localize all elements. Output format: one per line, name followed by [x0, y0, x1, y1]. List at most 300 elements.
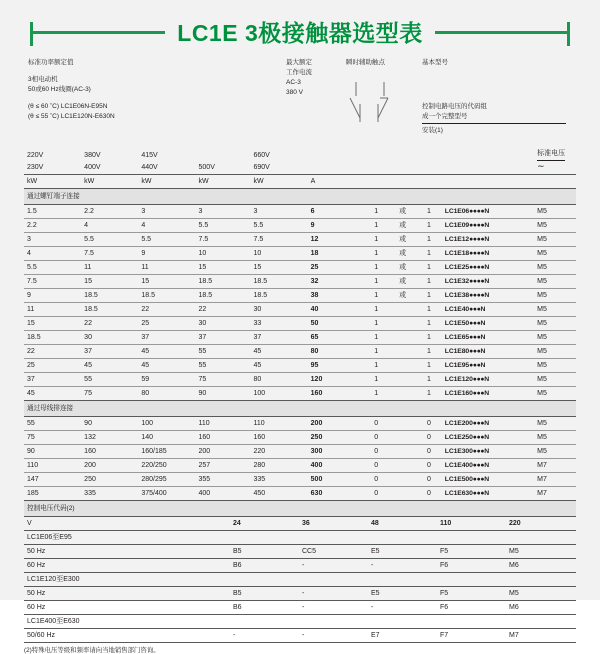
kw-415-value: 3 [138, 205, 195, 219]
kw-415-value: 22 [138, 303, 195, 317]
voltage-code-value: M5 [506, 587, 576, 601]
control-voltage-group-name: LC1E400至E630 [24, 615, 576, 629]
volt-blank-5 [413, 148, 442, 161]
kw-415-value: 11 [138, 261, 195, 275]
aux-nc-count: 1 [413, 205, 442, 219]
legend-aux-contact [346, 58, 385, 68]
model-base: LC1E630 [444, 490, 473, 497]
kw-415-value: 45 [138, 345, 195, 359]
std-voltage-value: M7 [534, 459, 576, 473]
control-voltage-row [24, 601, 576, 615]
aux-or-label [389, 317, 413, 331]
model-code-placeholder: ●●●● [469, 278, 485, 285]
model-code-placeholder: ●●●● [469, 250, 485, 257]
table-row [24, 205, 576, 219]
aux-or-label [389, 459, 413, 473]
legend-max-current-l2: 工作电流 [286, 69, 312, 77]
legend-temp-line1: (θ ≤ 60 ˚C) LC1E06N-E95N [28, 103, 108, 111]
aux-or-label [389, 359, 413, 373]
model-suffix: N [484, 476, 490, 483]
volt-400: 400V [81, 161, 138, 175]
volt2-blank-2 [360, 161, 389, 175]
control-voltage-column-header [24, 517, 576, 531]
legend-max-current-l1: 最大额定 [286, 59, 312, 66]
amp-value: 6 [308, 205, 361, 219]
legend-motor-line1: 3相电动机 [28, 76, 58, 84]
model-code-placeholder: ●●● [472, 448, 485, 455]
frequency-label: 60 Hz [24, 559, 230, 573]
std-voltage-value: M5 [534, 261, 576, 275]
voltage-code-value: M6 [506, 601, 576, 615]
volt-blank-6 [442, 148, 534, 161]
aux-or-label: 或 [389, 289, 413, 303]
nc-contact-blade [378, 98, 388, 118]
aux-no-count: 1 [360, 233, 389, 247]
amp-value: 630 [308, 487, 361, 501]
model-number [442, 233, 534, 247]
model-code-placeholder: ●●● [472, 420, 485, 427]
footnote: (2)特殊电压等级和频率请向当地销售部门咨询。 [24, 647, 160, 654]
model-number [442, 459, 534, 473]
aux-nc-count: 1 [413, 233, 442, 247]
volt-380: 380V [84, 152, 101, 159]
model-suffix: N [480, 362, 486, 369]
unit-kw-1: kW [24, 175, 81, 189]
aux-or-label: 或 [389, 261, 413, 275]
frequency-label: 50 Hz [24, 587, 230, 601]
amp-value: 32 [308, 275, 361, 289]
model-suffix: N [484, 490, 490, 497]
legend-block [24, 58, 576, 146]
busbar-rows-body [24, 417, 576, 501]
unit-blank-2 [389, 175, 413, 189]
voltage-header-row-2 [24, 161, 576, 175]
kw-660-value: 450 [250, 487, 307, 501]
unit-kw-3: kW [138, 175, 195, 189]
title-frame-right-corner [567, 22, 570, 46]
table-row [24, 473, 576, 487]
legend-code-note [422, 102, 572, 135]
amp-value: 160 [308, 387, 361, 401]
legend-power-rating [28, 58, 115, 122]
model-base: LC1E25 [444, 264, 470, 271]
model-base: LC1E80 [444, 348, 470, 355]
voltage-code-value: - [299, 601, 368, 615]
model-base: LC1E50 [444, 320, 470, 327]
std-voltage-value: M5 [534, 317, 576, 331]
amp-value: 200 [308, 417, 361, 431]
model-code-placeholder: ●●●● [469, 264, 485, 271]
aux-no-count: 1 [360, 345, 389, 359]
aux-no-count: 1 [360, 387, 389, 401]
model-suffix: N [480, 320, 486, 327]
legend-temp-line2: (θ ≤ 55 ˚C) LC1E120N-E630N [28, 113, 115, 121]
aux-no-count: 1 [360, 261, 389, 275]
kw-660-value: 18.5 [250, 289, 307, 303]
std-voltage-value: M5 [534, 417, 576, 431]
model-suffix: N [484, 264, 490, 271]
unit-blank-3 [413, 175, 442, 189]
kw-660-value: 33 [250, 317, 307, 331]
table-row [24, 275, 576, 289]
section-header-screw [24, 189, 576, 205]
kw-380-value: 37 [81, 345, 138, 359]
unit-kw-2: kW [81, 175, 138, 189]
aux-nc-count: 1 [413, 331, 442, 345]
std-voltage-value: M5 [534, 205, 576, 219]
control-voltage-group-header [24, 531, 576, 545]
kw-220-value: 147 [24, 473, 81, 487]
aux-or-label: 或 [389, 205, 413, 219]
aux-or-label [389, 473, 413, 487]
amp-value: 38 [308, 289, 361, 303]
model-suffix: N [484, 250, 490, 257]
ac-tilde-icon: ∼ [537, 161, 545, 171]
model-code-placeholder: ●●● [469, 306, 481, 313]
model-code-placeholder: ●●● [469, 320, 481, 327]
aux-nc-count: 0 [413, 459, 442, 473]
kw-220-value: 7.5 [24, 275, 81, 289]
voltage-code-value: M7 [506, 629, 576, 643]
control-voltage-section-header [24, 501, 576, 517]
kw-220-value: 5.5 [24, 261, 81, 275]
voltage-code-value: - [368, 601, 437, 615]
kw-380-value: 75 [81, 387, 138, 401]
kw-380-value: 5.5 [81, 233, 138, 247]
kw-220-value: 9 [24, 289, 81, 303]
table-row [24, 331, 576, 345]
table-row [24, 487, 576, 501]
table-row [24, 233, 576, 247]
std-voltage-value: M5 [534, 247, 576, 261]
model-number [442, 261, 534, 275]
kw-660-value: 15 [250, 261, 307, 275]
units-row [24, 175, 576, 189]
aux-or-label: 或 [389, 233, 413, 247]
aux-nc-count: 0 [413, 445, 442, 459]
aux-no-count: 1 [360, 359, 389, 373]
model-base: LC1E40 [444, 306, 470, 313]
aux-or-label [389, 445, 413, 459]
kw-415-value: 4 [138, 219, 195, 233]
aux-nc-count: 1 [413, 303, 442, 317]
volt-230: 230V [24, 161, 81, 175]
control-voltage-head [24, 501, 576, 531]
frequency-label: 60 Hz [24, 601, 230, 615]
kw-500-value: 18.5 [196, 275, 251, 289]
contact-symbols-svg [346, 82, 402, 126]
aux-nc-count: 1 [413, 219, 442, 233]
std-voltage-value: M5 [534, 303, 576, 317]
model-number [442, 431, 534, 445]
kw-380-value: 30 [81, 331, 138, 345]
kw-380-value: 22 [81, 317, 138, 331]
aux-no-count: 0 [360, 487, 389, 501]
kw-415-value: 5.5 [138, 233, 195, 247]
kw-220-value: 45 [24, 387, 81, 401]
aux-no-count: 1 [360, 205, 389, 219]
volt2-blank-1 [308, 161, 361, 175]
model-number [442, 387, 534, 401]
legend-max-current-l3: AC-3 [286, 79, 301, 87]
kw-660-value: 280 [250, 459, 307, 473]
kw-220-value: 185 [24, 487, 81, 501]
kw-380-value: 15 [81, 275, 138, 289]
unit-kw-4: kW [196, 175, 251, 189]
aux-no-count: 1 [360, 275, 389, 289]
aux-nc-count: 1 [413, 275, 442, 289]
model-code-placeholder: ●●● [472, 434, 485, 441]
volt2-blank-5 [442, 161, 534, 175]
kw-380-value: 7.5 [81, 247, 138, 261]
std-voltage-value: M5 [534, 345, 576, 359]
kw-660-value: 100 [250, 387, 307, 401]
legend-aux-contact-title: 瞬时辅助触点 [346, 59, 385, 66]
kw-415-value: 59 [138, 373, 195, 387]
legend-code-note-l1: 控制电路电压的代码组 [422, 103, 487, 110]
kw-500-value: 110 [196, 417, 251, 431]
model-number [442, 359, 534, 373]
kw-220-value: 11 [24, 303, 81, 317]
legend-spacer [28, 95, 115, 102]
kw-500-value: 18.5 [196, 289, 251, 303]
model-suffix: N [480, 306, 486, 313]
model-base: LC1E12 [444, 236, 470, 243]
aux-nc-count: 0 [413, 487, 442, 501]
std-voltage-value: M7 [534, 473, 576, 487]
voltage-code-value: - [299, 587, 368, 601]
ratings-table-body [24, 148, 576, 205]
legend-power-rating-title: 标准功率额定值 [28, 59, 74, 66]
control-voltage-group-header [24, 615, 576, 629]
kw-220-value: 2.2 [24, 219, 81, 233]
amp-value: 400 [308, 459, 361, 473]
amp-value: 95 [308, 359, 361, 373]
model-suffix: N [484, 222, 490, 229]
model-suffix: N [484, 236, 490, 243]
voltage-header-row-1 [24, 148, 576, 161]
legend-base-model-title: 基本型号 [422, 59, 448, 66]
model-number [442, 445, 534, 459]
kw-500-value: 400 [196, 487, 251, 501]
model-suffix: N [484, 292, 490, 299]
kw-380-value: 45 [81, 359, 138, 373]
amp-value: 18 [308, 247, 361, 261]
kw-500-value: 355 [196, 473, 251, 487]
std-voltage-value: M5 [534, 431, 576, 445]
aux-no-count: 1 [360, 247, 389, 261]
kw-660-value: 30 [250, 303, 307, 317]
control-voltage-group-name: LC1E06至E95 [24, 531, 576, 545]
kw-500-value: 75 [196, 373, 251, 387]
busbar-section-head [24, 401, 576, 417]
voltage-code-value: E7 [368, 629, 437, 643]
voltage-code-value: - [368, 559, 437, 573]
kw-220-value: 37 [24, 373, 81, 387]
kw-380-value: 55 [81, 373, 138, 387]
model-number [442, 219, 534, 233]
aux-or-label: 或 [389, 247, 413, 261]
model-suffix: N [484, 208, 490, 215]
kw-660-value: 45 [250, 359, 307, 373]
amp-value: 250 [308, 431, 361, 445]
amp-value: 120 [308, 373, 361, 387]
voltage-code-value: F6 [437, 601, 506, 615]
screw-rows-body [24, 205, 576, 401]
kw-660-value: 160 [250, 431, 307, 445]
table-row [24, 289, 576, 303]
aux-nc-count: 1 [413, 373, 442, 387]
unit-kw-5: kW [250, 175, 307, 189]
volt-660: 660V [253, 152, 270, 159]
aux-no-count: 0 [360, 459, 389, 473]
aux-or-label [389, 417, 413, 431]
legend-code-note-l2: 成一个完整型号 [422, 112, 566, 124]
table-row [24, 373, 576, 387]
model-suffix: N [484, 376, 490, 383]
kw-660-value: 18.5 [250, 275, 307, 289]
kw-380-value: 90 [81, 417, 138, 431]
table-row [24, 387, 576, 401]
aux-nc-count: 1 [413, 261, 442, 275]
control-voltage-table [24, 501, 576, 643]
kw-380-value: 18.5 [81, 303, 138, 317]
control-voltage-row [24, 587, 576, 601]
aux-nc-count: 0 [413, 417, 442, 431]
model-code-placeholder: ●●●● [469, 222, 485, 229]
kw-660-value: 220 [250, 445, 307, 459]
model-number [442, 331, 534, 345]
kw-500-value: 7.5 [196, 233, 251, 247]
kw-500-value: 15 [196, 261, 251, 275]
model-suffix: N [484, 420, 490, 427]
table-row [24, 219, 576, 233]
model-code-placeholder: ●●● [472, 376, 485, 383]
voltage-code-value: B6 [230, 559, 299, 573]
volt-blank-2 [308, 148, 361, 161]
kw-660-value: 335 [250, 473, 307, 487]
kw-500-value: 55 [196, 359, 251, 373]
unit-amp: A [308, 175, 361, 189]
volt-blank-4 [389, 148, 413, 161]
kw-500-value: 200 [196, 445, 251, 459]
model-code-placeholder: ●●● [469, 348, 481, 355]
model-code-placeholder: ●●●● [469, 292, 485, 299]
kw-220-value: 15 [24, 317, 81, 331]
volt-220: 220V [27, 152, 44, 159]
kw-415-value: 18.5 [138, 289, 195, 303]
std-voltage-value: M5 [534, 359, 576, 373]
amp-value: 65 [308, 331, 361, 345]
kw-220-value: 18.5 [24, 331, 81, 345]
kw-220-value: 22 [24, 345, 81, 359]
aux-or-label [389, 373, 413, 387]
kw-220-value: 4 [24, 247, 81, 261]
page-title-bar [0, 0, 600, 54]
volt-415: 415V [141, 152, 158, 159]
legend-motor-line2: 50或60 Hz线圈(AC-3) [28, 86, 91, 94]
kw-380-value: 200 [81, 459, 138, 473]
aux-or-label [389, 345, 413, 359]
volt-500: 500V [196, 161, 251, 175]
kw-500-value: 5.5 [196, 219, 251, 233]
table-row [24, 445, 576, 459]
voltage-code-value: E5 [368, 587, 437, 601]
amp-value: 300 [308, 445, 361, 459]
control-voltage-row [24, 559, 576, 573]
kw-500-value: 10 [196, 247, 251, 261]
model-base: LC1E400 [444, 462, 473, 469]
volt2-blank-4 [413, 161, 442, 175]
section-header-busbar [24, 401, 576, 417]
model-base: LC1E65 [444, 334, 470, 341]
model-code-placeholder: ●●●● [469, 236, 485, 243]
control-voltage-unit-label: V [24, 517, 230, 531]
model-code-placeholder: ●●● [469, 334, 481, 341]
model-suffix: N [484, 390, 490, 397]
control-voltage-title: 控制电压代码(2) [24, 501, 576, 517]
voltage-code-value: F6 [437, 559, 506, 573]
aux-no-count: 0 [360, 445, 389, 459]
title-rule-left [30, 31, 165, 34]
table-row [24, 317, 576, 331]
amp-value: 25 [308, 261, 361, 275]
volt-blank-3 [360, 148, 389, 161]
kw-380-value: 18.5 [81, 289, 138, 303]
aux-nc-count: 1 [413, 359, 442, 373]
aux-nc-count: 1 [413, 317, 442, 331]
voltage-code-value: M6 [506, 559, 576, 573]
model-base: LC1E09 [444, 222, 470, 229]
kw-500-value: 160 [196, 431, 251, 445]
model-base: LC1E95 [444, 362, 470, 369]
aux-nc-count: 1 [413, 345, 442, 359]
aux-or-label [389, 331, 413, 345]
table-row [24, 345, 576, 359]
aux-no-count: 0 [360, 417, 389, 431]
model-suffix: N [484, 434, 490, 441]
frequency-label: 50/60 Hz [24, 629, 230, 643]
contact-symbol-diagram [346, 82, 402, 126]
model-suffix: N [484, 462, 490, 469]
kw-415-value: 80 [138, 387, 195, 401]
std-voltage-value: M5 [534, 275, 576, 289]
kw-500-value: 30 [196, 317, 251, 331]
kw-660-value: 37 [250, 331, 307, 345]
ac-symbol-cell [534, 161, 576, 175]
page-title: LC1E 3极接触器选型表 [177, 19, 423, 46]
voltage-code-value: B5 [230, 545, 299, 559]
kw-660-value: 110 [250, 417, 307, 431]
kw-415-value: 45 [138, 359, 195, 373]
cv-col-24: 24 [230, 517, 299, 531]
model-suffix: N [484, 278, 490, 285]
control-voltage-row [24, 629, 576, 643]
model-code-placeholder: ●●● [472, 462, 485, 469]
kw-380-value: 335 [81, 487, 138, 501]
voltage-code-value: B6 [230, 601, 299, 615]
model-base: LC1E38 [444, 292, 470, 299]
std-voltage-label: 标准电压 [537, 149, 565, 161]
kw-500-value: 257 [196, 459, 251, 473]
legend-max-current [286, 58, 312, 98]
model-code-placeholder: ●●● [472, 490, 485, 497]
model-suffix: N [484, 448, 490, 455]
kw-220-value: 3 [24, 233, 81, 247]
control-voltage-group-name: LC1E120至E300 [24, 573, 576, 587]
model-code-placeholder: ●●● [472, 476, 485, 483]
table-row [24, 261, 576, 275]
